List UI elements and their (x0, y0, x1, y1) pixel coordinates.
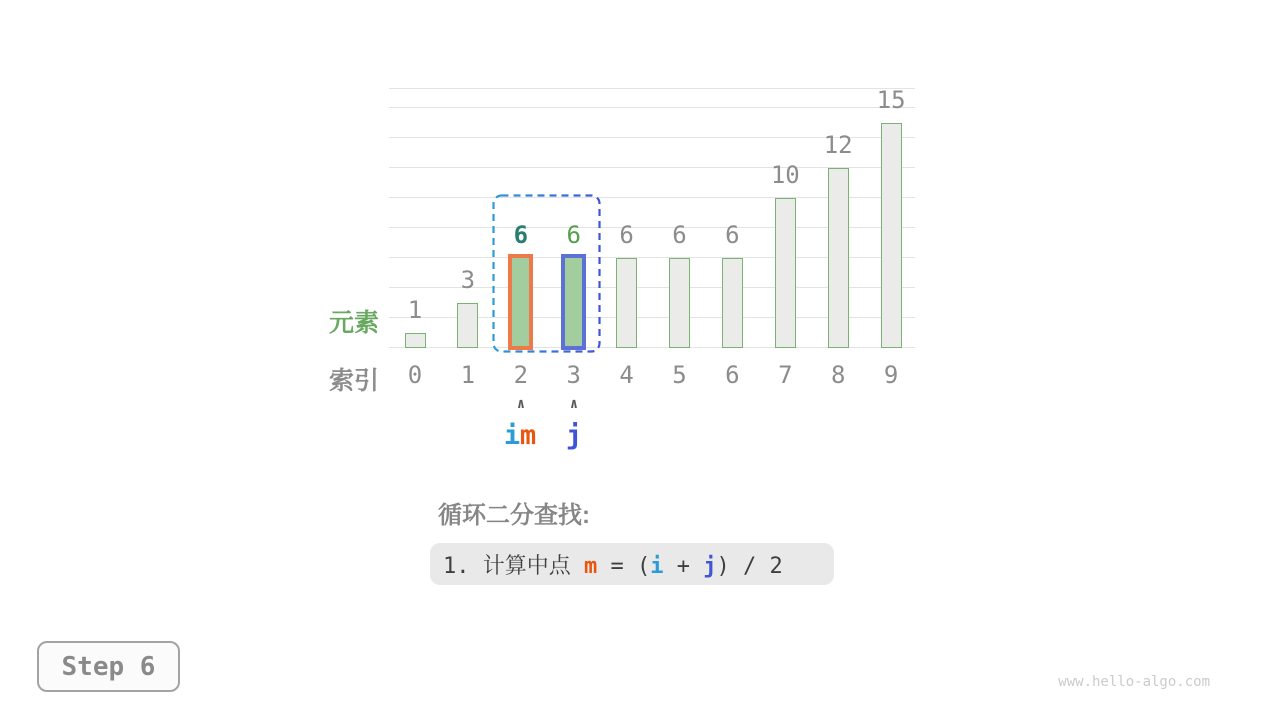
bar-value-label: 6 (619, 221, 634, 249)
bar-index-6 (722, 258, 743, 348)
bar-index-0 (405, 333, 426, 348)
bar-index-5 (669, 258, 690, 348)
formula-segment: = ( (597, 553, 651, 579)
index-label: 3 (566, 361, 581, 389)
formula-segment: j (703, 553, 717, 579)
index-label: 5 (672, 361, 687, 389)
watermark: www.hello-algo.com (1058, 674, 1210, 690)
index-label: 8 (830, 361, 846, 389)
gridline (389, 107, 915, 108)
index-label: 0 (407, 361, 423, 389)
formula-segment: i (650, 553, 664, 579)
bar-value-label: 6 (513, 221, 529, 249)
chart-top-border (389, 88, 915, 89)
formula-text (443, 549, 783, 580)
bar-chart (389, 88, 915, 348)
bar-index-9 (881, 123, 902, 348)
pointer-label-m: m (519, 420, 537, 451)
caret-up-icon: ∧ (569, 396, 579, 412)
axis-label-index: 索引 (328, 367, 379, 395)
search-range-dashed-box (492, 194, 602, 354)
bar-value-label: 1 (407, 296, 423, 324)
axis-label-element: 元素 (328, 309, 379, 337)
caption-heading: 循环二分查找: (438, 502, 590, 529)
bar-value-label: 3 (460, 266, 476, 294)
bar-value-label: 6 (725, 221, 740, 249)
index-label: 9 (883, 361, 899, 389)
index-label: 4 (619, 361, 634, 389)
step-badge-label: Step 6 (61, 651, 156, 682)
bar-value-label: 6 (672, 221, 687, 249)
formula-box (430, 543, 834, 585)
formula-segment: m (583, 553, 598, 579)
caret-up-icon: ∧ (516, 396, 526, 412)
bar-value-label: 15 (876, 86, 906, 114)
bar-value-label: 12 (823, 131, 853, 159)
pointer-label-j: j (565, 420, 583, 451)
step-badge (37, 641, 180, 692)
index-label: 7 (778, 361, 793, 389)
formula-segment: ) / 2 (716, 553, 783, 579)
bar-index-8 (828, 168, 849, 348)
bar-index-7 (775, 198, 796, 348)
bar-value-label: 6 (566, 221, 581, 249)
formula-segment: + (663, 553, 704, 579)
formula-segment: 1. 计算中点 (443, 553, 584, 579)
pointer-label-i: i (503, 420, 521, 451)
bar-value-label: 10 (770, 161, 800, 189)
index-label: 6 (725, 361, 740, 389)
bar-index-4 (616, 258, 637, 348)
bar-index-1 (457, 303, 478, 348)
index-label: 1 (460, 361, 476, 389)
index-label: 2 (513, 361, 529, 389)
